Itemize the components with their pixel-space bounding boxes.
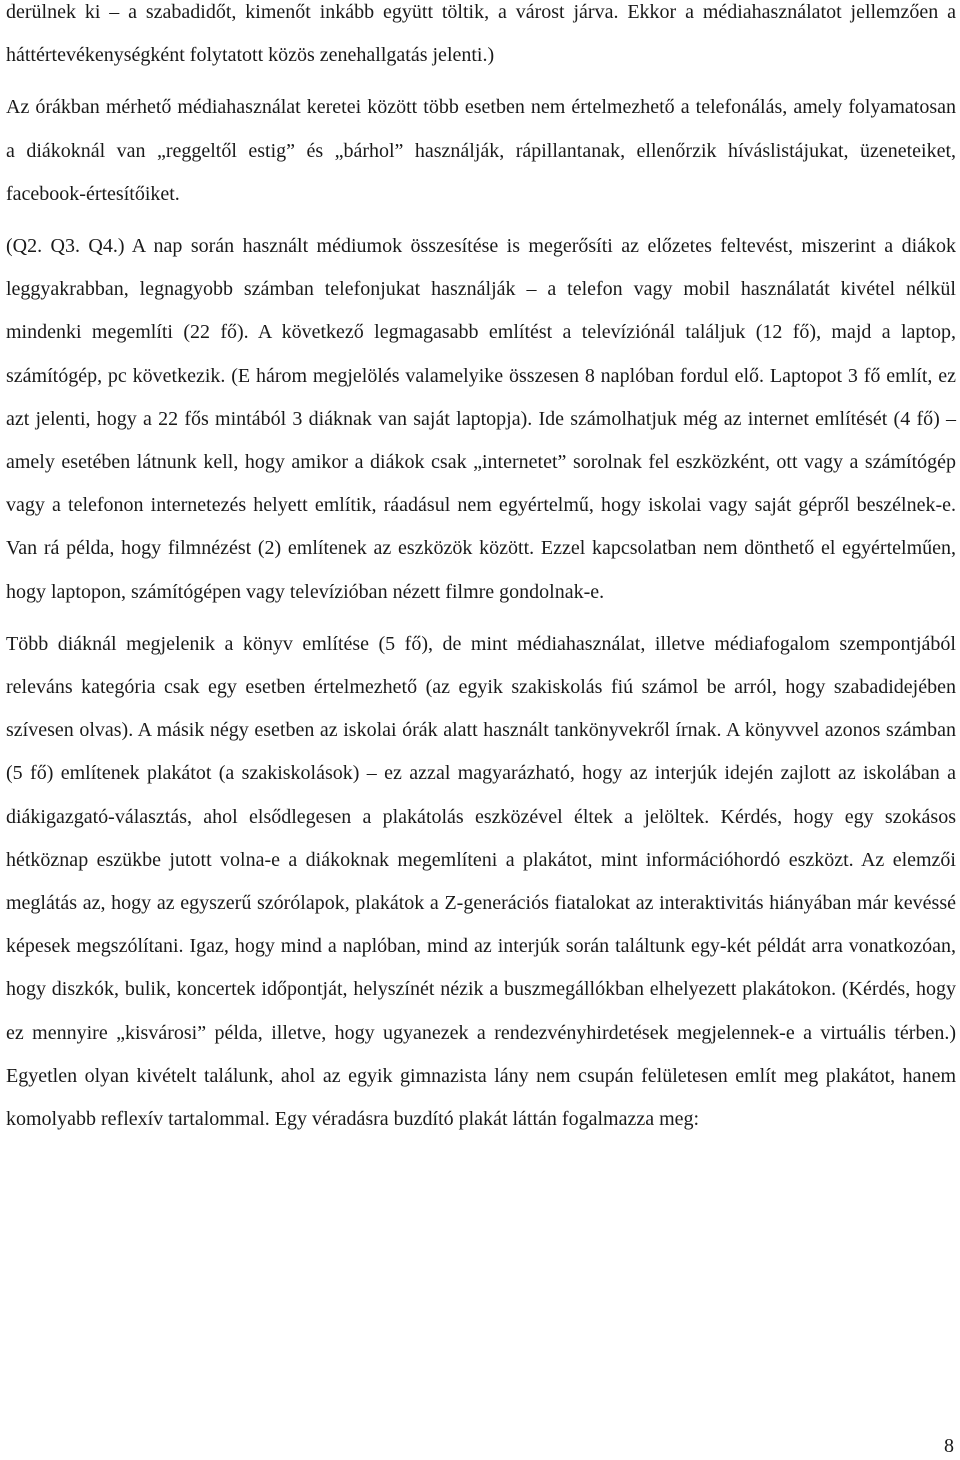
paragraph-books-posters: Több diáknál megjelenik a könyv említése (5 fő), de mint médiahasználat, illetve médiafogalom szempontjából releváns kategória csak egy esetben értelmezhető (az egyik szakiskolás fiú számol be arról, hogy szabadidejében szívesen olvas). A másik négy esetben az iskolai órák alatt használt tankönyvekről írnak. A könyvvel azonos számban (5 fő) említenek plakátot (a szakiskolások) – ez azzal magyarázható, hogy az interjúk idején zajlott az iskolában a diákigazgató-választás, ahol elsődlegesen a plakátolás eszközével éltek a jelöltek. Kérdés, hogy egy szokásos hétköznap eszükbe jutott volna-e a diákoknak megemlíteni a plakátot, mint információhordó eszközt. Az elemzői meglátás az, hogy az egyszerű szórólapok, plakátok a Z-generációs fiatalokat az interaktivitás hiányában már kevéssé képesek megszólítani. Igaz, hogy mind a naplóban, mind az interjúk során találtunk egy-két példát arra vonatkozóan, hogy diszkók, bulik, koncertek időpontját, helyszínét nézik a buszmegállókban elhelyezett plakátokon. (Kérdés, hogy ez mennyire „kisvárosi” példa, illetve, hogy ugyanezek a rendezvényhirdetések megjelennek-e a virtuális térben.) Egyetlen olyan kivételt találunk, ahol az egyik gimnazista lány nem csupán felületesen említ meg plakátot, hanem komolyabb reflexív tartalommal. Egy véradásra buzdító plakát láttán fogalmazza meg: [6,632,956,1131]
paragraph-continuation: derülnek ki – a szabadidőt, kimenőt inkább együtt töltik, a várost járva. Ekkor a médiahasználatot jellemzően a háttértevékenységként folytatott közös zenehallgatás jelenti.) [6,1,956,67]
paragraph-media-summary: (Q2. Q3. Q4.) A nap során használt médiumok összesítése is megerősíti az előzetes feltevést, miszerint a diákok leggyakrabban, legnagyobb számban telefonjukat használják – a telefon vagy mobil használatát kivétel nélkül mindenki megemlíti (22 fő). A következő legmagasabb említést a televíziónál találjuk (12 fő), majd a laptop, számítógép, pc következik. (E három megjelölés valamelyike összesen 8 naplóban fordul elő. Laptopot 3 fő említ, ez azt jelenti, hogy a 22 fős mintából 3 diáknak van saját laptopja). Ide számolhatjuk még az internet említését (4 fő) – amely esetében látnunk kell, hogy amikor a diákok csak „internetet” sorolnak fel eszközként, ott vagy a számítógép vagy a telefonon internetezés helyett említik, ráadásul nem egyértelmű, hogy iskolai vagy saját gépről beszélnek-e. Van rá példa, hogy filmnézést (2) említenek az eszközök között. Ezzel kapcsolatban nem dönthető el egyértelműen, hogy laptopon, számítógépen vagy televízióban nézett filmre gondolnak-e. [6,235,956,603]
document-page [6,0,956,1141]
page-number: 8 [944,1435,954,1457]
paragraph-phone-usage: Az órákban mérhető médiahasználat keretei között több esetben nem értelmezhető a telefonálás, amely folyamatosan a diákoknál van „reggeltől estig” és „bárhol” használják, rápillantanak, ellenőrzik híváslistájukat, üzeneteiket, facebook-értesítőiket. [6,96,956,205]
